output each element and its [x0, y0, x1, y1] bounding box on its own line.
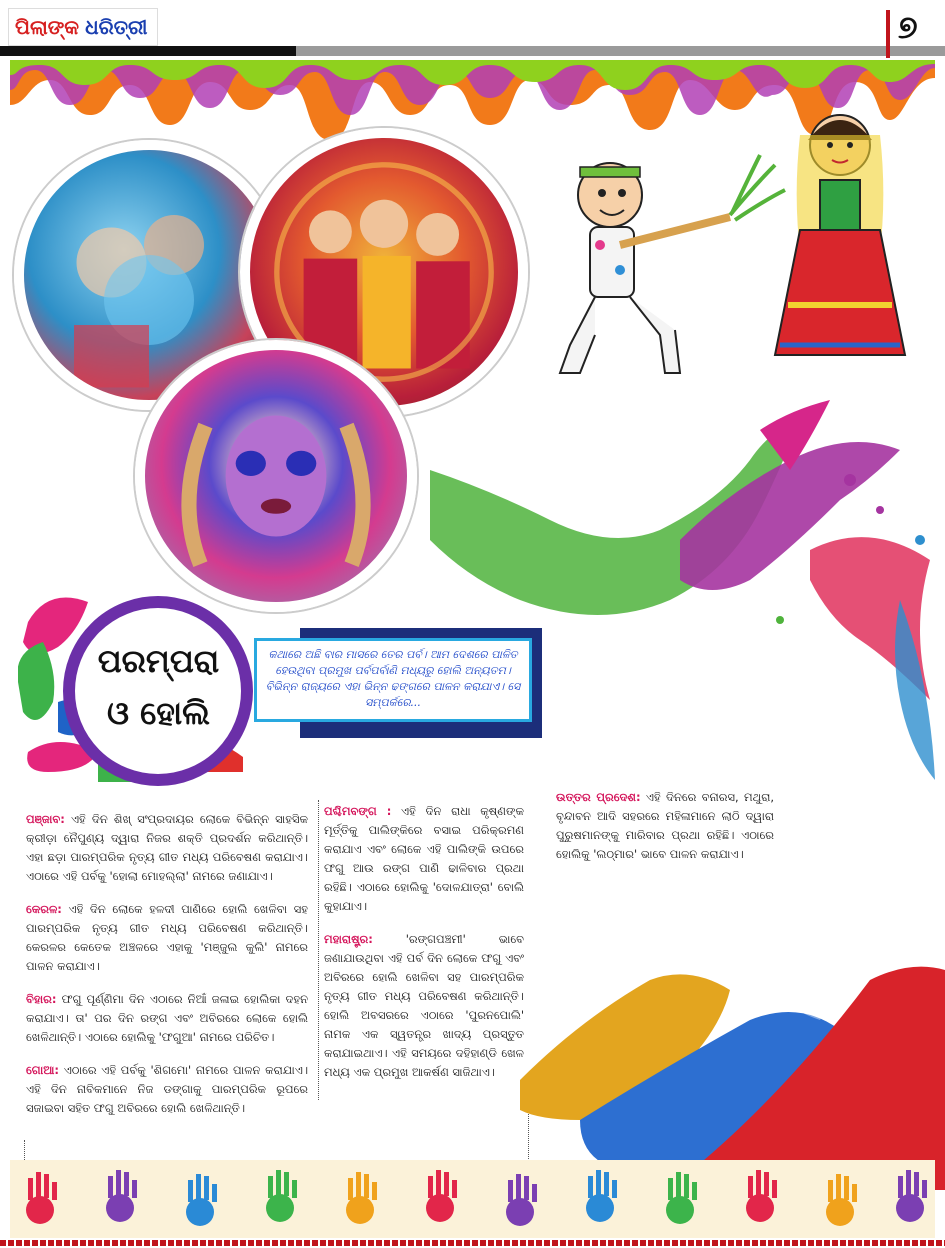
- section-bihar: [26, 990, 308, 1047]
- section-uttar-pradesh-text: ଏହି ଦିନରେ ବନାରସ, ମଥୁରା, ବୃନ୍ଦାବନ ଆଦି ସହରରେ ମହିଳାମାନେ ଲାଠି ଦ୍ୱାରା ପୁରୁଷମାନଙ୍କୁ ମାରିବାର ପ୍ରଥା ରହିଛି। ଏଠାରେ ହୋଲିକୁ 'ଲଠ୍‌ମାର' ଭାବେ ପାଳନ କରାଯାଏ।: [556, 790, 774, 861]
- section-punjab-text: ଏହି ଦିନ ଶିଖ୍ ସଂପ୍ରଦାୟର ଲୋକେ ବିଭିନ୍ନ ସାହସିକ କ୍ରୀଡ଼ା ନୈପୁଣ୍ୟ ଦ୍ୱାରା ନିଜର ଶକ୍ତି ପ୍ରଦର୍ଶନ କରିଥାନ୍ତି। ଏହା ଛଡ଼ା ପାରମ୍ପରିକ ନୃତ୍ୟ ଗୀତ ମଧ୍ୟ ପରିବେଷଣ କରାଯାଏ। ଏଠାରେ ଏହି ପର୍ବକୁ 'ହୋଲା ମୋହଲ୍ଲା' ନାମରେ ଜଣାଯାଏ।: [26, 812, 308, 883]
- column-divider-dotted: [318, 800, 319, 1100]
- section-west-bengal-label: ପଶ୍ଚିମବଙ୍ଗ :: [324, 804, 392, 818]
- section-uttar-pradesh: [556, 788, 774, 864]
- footer-rule: [0, 1240, 945, 1246]
- column-middle: [324, 802, 524, 1096]
- page-number: ୭: [898, 8, 918, 46]
- masthead-logo: [8, 8, 158, 46]
- section-maharashtra-label: ମହାରାଷ୍ଟ୍ର:: [324, 932, 373, 946]
- section-goa-text: ଏଠାରେ ଏହି ପର୍ବକୁ 'ଶିଗମୋ' ନାମରେ ପାଳନ କରାଯାଏ। ଏହି ଦିନ ନାବିକମାନେ ନିଜ ଡଙ୍ଗାକୁ ପାରମ୍ପରିକ ରୂପରେ ସଜାଇବା ସହିତ ଫଗୁ ଅବିରରେ ହୋଲି ଖେଳିଥାନ୍ତି।: [26, 1063, 308, 1115]
- page-number-divider: [886, 10, 890, 58]
- section-bihar-label: ବିହାର:: [26, 992, 57, 1006]
- cartoon-holi-kids: [540, 105, 935, 385]
- section-goa: [26, 1061, 308, 1118]
- brand-part2: ଧରିତ୍ରୀ: [85, 15, 148, 39]
- intro-text: କଥାରେ ଅଛି ବାର ମାସରେ ତେର ପର୍ବ। ଆମ ଦେଶରେ ପାଳିତ ହେଉଥିବା ପ୍ରମୁଖ ପର୍ବପର୍ବାଣି ମଧ୍ୟରୁ ହୋଲି ଅନ୍ୟତମ। ବିଭିନ୍ନ ରାଜ୍ୟରେ ଏହା ଭିନ୍ନ ଢଙ୍ଗରେ ପାଳନ କରାଯାଏ। ସେ ସମ୍ପର୍କରେ...: [254, 638, 532, 722]
- section-maharashtra: [324, 930, 524, 1082]
- section-kerala: [26, 900, 308, 976]
- section-punjab-label: ପଞ୍ଜାବ:: [26, 812, 65, 826]
- section-punjab: [26, 810, 308, 886]
- column-right: [556, 788, 774, 878]
- section-kerala-label: କେରଳ:: [26, 902, 62, 916]
- title-line1: ପରମ୍ପରା: [97, 642, 220, 680]
- section-kerala-text: ଏହି ଦିନ ଲୋକେ ହଳଦୀ ପାଣିରେ ହୋଲି ଖେଳିବା ସହ ପାରମ୍ପରିକ ନୃତ୍ୟ ଗୀତ ମଧ୍ୟ ପରିବେଷଣ କରିଥାନ୍ତି। କେରଳର କେତେକ ଅଞ୍ଚଳରେ ଏହାକୁ 'ମଞ୍ଜୁଲ କୁଲି' ନାମରେ ପାଳନ କରାଯାଏ।: [26, 902, 308, 973]
- section-maharashtra-text: 'ରଙ୍ଗପଞ୍ଚମୀ' ଭାବେ ଜଣାଯାଉଥିବା ଏହି ପର୍ବ ଦିନ ଲୋକେ ଫଗୁ ଏବଂ ଅବିରରେ ହୋଲି ଖେଳିବା ସହ ପାରମ୍ପରିକ ନୃତ୍ୟ ଗୀତ ମଧ୍ୟ ପରିବେଷଣ କରିଥାନ୍ତି। ହୋଲି ଅବସରରେ ଏଠାରେ 'ପୁରନପୋଲି' ନାମକ ଏକ ସ୍ୱତନ୍ତ୍ର ଖାଦ୍ୟ ପ୍ରସ୍ତୁତ କରାଯାଇଥାଏ। ଏହି ସମୟରେ ଦହିହାଣ୍ଡି ଖେଳ ମଧ୍ୟ ଏକ ପ୍ରମୁଖ ଆକର୍ଷଣ ସାଜିଥାଏ।: [324, 932, 524, 1079]
- title-line2: ଓ ହୋଲି: [106, 694, 210, 732]
- photo-girl-colored-face: [135, 340, 417, 612]
- brand-part1: ପିଲାଙ୍କ: [15, 15, 80, 39]
- section-west-bengal-text: ଏହି ଦିନ ରାଧା କୃଷ୍ଣଙ୍କ ମୂର୍ତ୍ତିକୁ ପାଲିଙ୍କିରେ ବସାଇ ପରିକ୍ରମଣ କରାଯାଏ ଏବଂ ଲୋକେ ଏହି ପାଲିଙ୍କି ଉପରେ ଫଗୁ ଆଉ ରଙ୍ଗ ପାଣି ଢାଳିବାର ପ୍ରଥା ରହିଛି। ଏଠାରେ ହୋଲିକୁ 'ଦୋଳଯାତ୍ରା' ବୋଲି କୁହାଯାଏ।: [324, 804, 525, 913]
- title-badge: [18, 582, 250, 802]
- colour-powder-heaps: [520, 920, 945, 1190]
- section-uttar-pradesh-label: ଉତ୍ତର ପ୍ରଦେଶ:: [556, 790, 641, 804]
- photo3-art: [145, 350, 407, 602]
- section-goa-label: ଗୋଆ:: [26, 1063, 59, 1077]
- hand-prints-strip: [10, 1160, 935, 1238]
- color-splash-art: [430, 400, 945, 820]
- title-ring: [63, 596, 253, 786]
- section-west-bengal: [324, 802, 524, 916]
- section-bihar-text: ଫଗୁ ପୂର୍ଣ୍ଣିମା ଦିନ ଏଠାରେ ନିଆଁ ଜଳାଇ ହୋଲିକା ଦହନ କରାଯାଏ। ତା' ପର ଦିନ ରଙ୍ଗ ଏବଂ ଅବିରରେ ଲୋକେ ହୋଲି ଖେଳିଥାନ୍ତି। ଏଠାରେ ହୋଲିକୁ 'ଫଗୁଆ' ନାମରେ ପରିଚିତ।: [26, 992, 308, 1044]
- header-rule-dark: [0, 46, 296, 56]
- column-left: [26, 810, 308, 1132]
